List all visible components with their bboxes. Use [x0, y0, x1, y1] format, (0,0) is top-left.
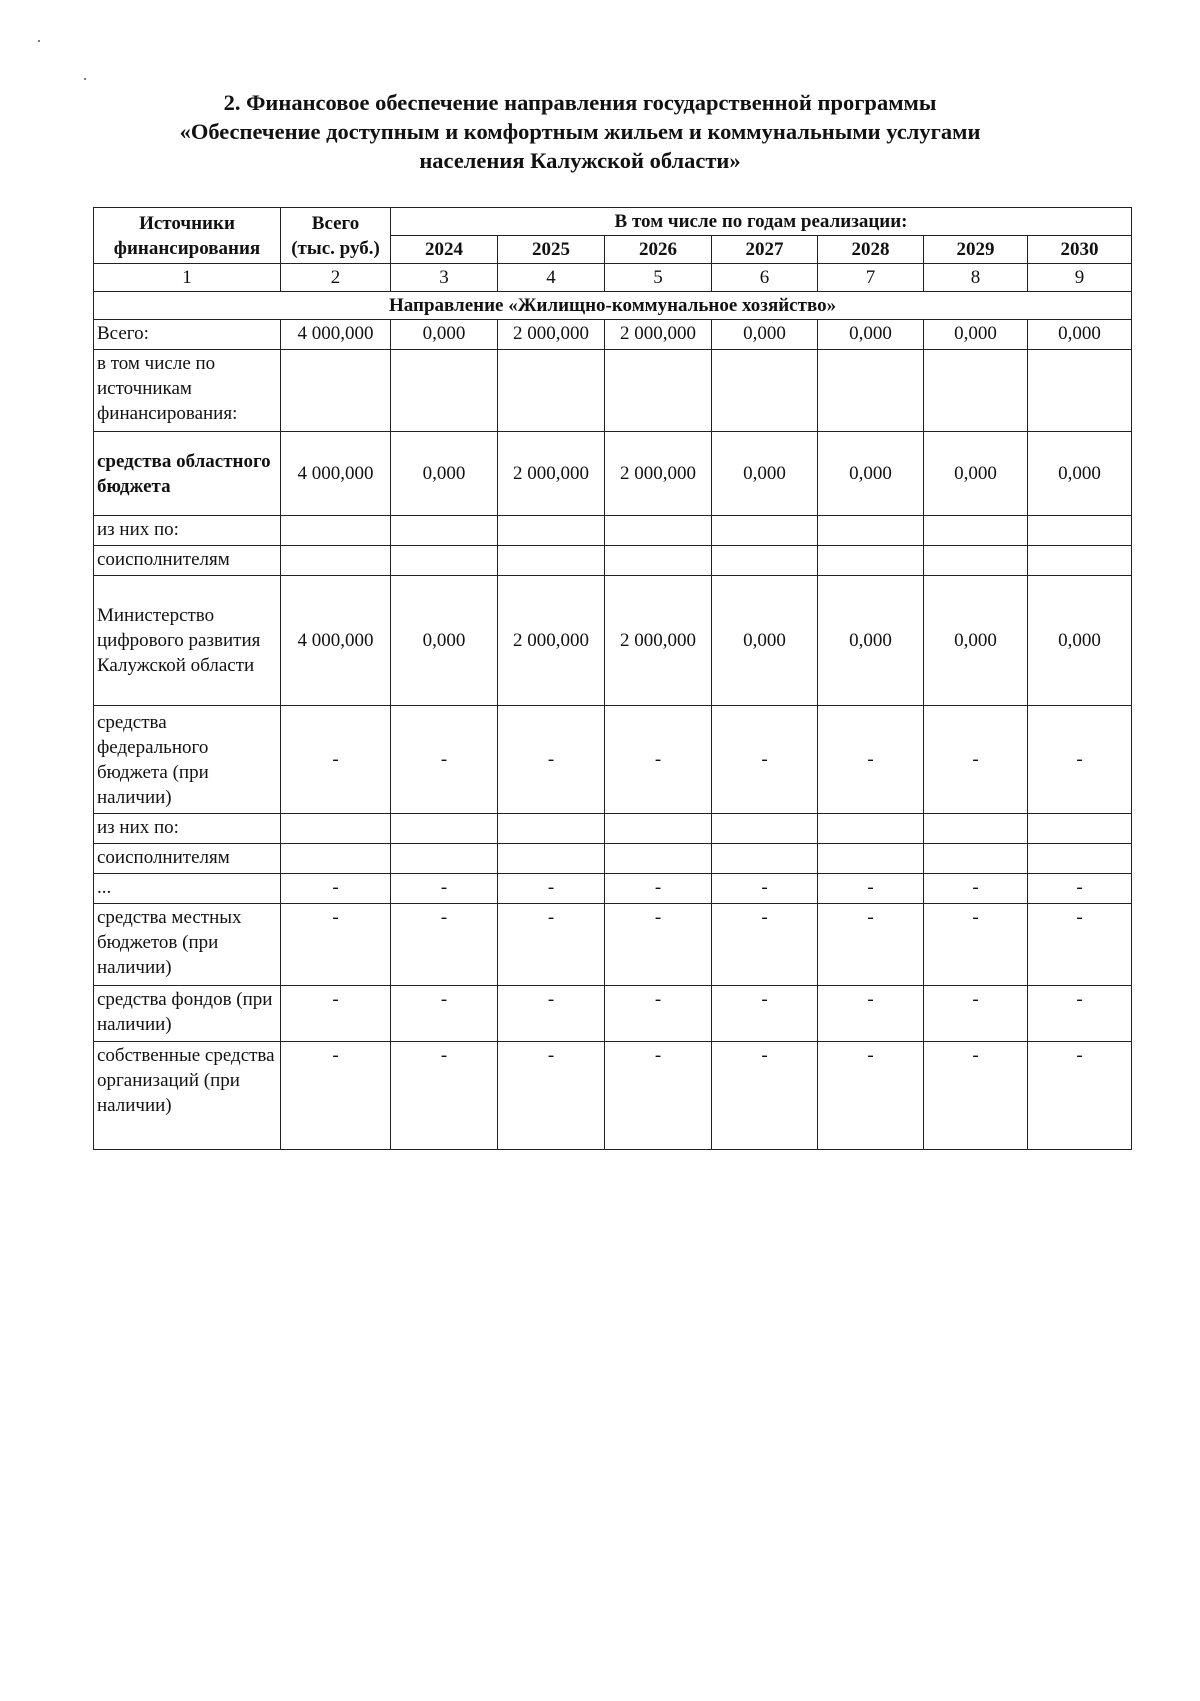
- row-total-value: [281, 516, 391, 546]
- row-year-value: [712, 546, 818, 576]
- row-year-value: -: [1028, 1042, 1132, 1150]
- section-row: [94, 292, 1132, 320]
- column-number: 2: [281, 264, 391, 292]
- row-year-value: [391, 516, 498, 546]
- row-year-value: -: [712, 874, 818, 904]
- row-year-value: 0,000: [1028, 320, 1132, 350]
- row-source-label: Министерство цифрового развития Калужской области: [94, 576, 281, 706]
- table-row: [94, 546, 1132, 576]
- row-year-value: [391, 350, 498, 432]
- row-year-value: -: [712, 706, 818, 814]
- header-year: 2028: [818, 236, 924, 264]
- row-year-value: -: [1028, 706, 1132, 814]
- row-total-value: [281, 814, 391, 844]
- row-year-value: 2 000,000: [498, 576, 605, 706]
- row-year-value: -: [498, 904, 605, 986]
- column-number: 9: [1028, 264, 1132, 292]
- row-year-value: [712, 516, 818, 546]
- row-source-label: из них по:: [94, 516, 281, 546]
- row-year-value: -: [1028, 874, 1132, 904]
- row-year-value: -: [818, 986, 924, 1042]
- row-year-value: [498, 844, 605, 874]
- row-year-value: [605, 546, 712, 576]
- row-source-label: в том числе по источникам финансирования:: [94, 350, 281, 432]
- table-row: [94, 874, 1132, 904]
- row-source-label: ...: [94, 874, 281, 904]
- header-year: 2024: [391, 236, 498, 264]
- section-title: Направление «Жилищно-коммунальное хозяйство»: [94, 292, 1132, 320]
- row-source-label: Всего:: [94, 320, 281, 350]
- row-year-value: [1028, 546, 1132, 576]
- row-year-value: 0,000: [924, 432, 1028, 516]
- row-year-value: [818, 814, 924, 844]
- row-year-value: [924, 814, 1028, 844]
- row-total-value: 4 000,000: [281, 432, 391, 516]
- row-year-value: [924, 844, 1028, 874]
- row-year-value: [818, 516, 924, 546]
- header-sources: [94, 208, 281, 264]
- financing-table-body: [94, 208, 1132, 1150]
- table-row: [94, 814, 1132, 844]
- row-year-value: -: [498, 1042, 605, 1150]
- header-row-1: [94, 208, 1132, 236]
- row-year-value: 2 000,000: [605, 432, 712, 516]
- table-row: [94, 350, 1132, 432]
- row-year-value: -: [498, 706, 605, 814]
- row-year-value: -: [818, 874, 924, 904]
- row-source-label: средства областного бюджета: [94, 432, 281, 516]
- row-year-value: [605, 516, 712, 546]
- title-line-3: населения Калужской области»: [419, 148, 741, 173]
- row-year-value: -: [391, 904, 498, 986]
- column-number: 1: [94, 264, 281, 292]
- row-source-label: средства местных бюджетов (при наличии): [94, 904, 281, 986]
- row-year-value: -: [712, 904, 818, 986]
- row-year-value: 0,000: [712, 432, 818, 516]
- row-year-value: -: [391, 874, 498, 904]
- row-year-value: -: [391, 1042, 498, 1150]
- row-total-value: -: [281, 904, 391, 986]
- header-year: 2030: [1028, 236, 1132, 264]
- column-number: 5: [605, 264, 712, 292]
- row-total-value: -: [281, 706, 391, 814]
- row-year-value: -: [1028, 904, 1132, 986]
- row-year-value: -: [712, 986, 818, 1042]
- row-year-value: [1028, 814, 1132, 844]
- row-year-value: 0,000: [818, 320, 924, 350]
- row-year-value: 0,000: [1028, 576, 1132, 706]
- header-total-line-2: (тыс. руб.): [291, 237, 380, 259]
- row-total-value: -: [281, 986, 391, 1042]
- row-total-value: [281, 350, 391, 432]
- table-row: [94, 904, 1132, 986]
- row-source-label: соисполнителям: [94, 844, 281, 874]
- row-year-value: -: [1028, 986, 1132, 1042]
- row-year-value: [498, 814, 605, 844]
- row-year-value: 0,000: [391, 320, 498, 350]
- header-year: 2026: [605, 236, 712, 264]
- row-year-value: [712, 844, 818, 874]
- row-year-value: 0,000: [712, 576, 818, 706]
- row-year-value: -: [818, 1042, 924, 1150]
- row-year-value: 0,000: [924, 576, 1028, 706]
- row-year-value: [818, 546, 924, 576]
- row-year-value: 2 000,000: [605, 320, 712, 350]
- row-total-value: 4 000,000: [281, 576, 391, 706]
- row-year-value: -: [924, 904, 1028, 986]
- header-year: 2029: [924, 236, 1028, 264]
- row-year-value: 2 000,000: [605, 576, 712, 706]
- row-year-value: 0,000: [924, 320, 1028, 350]
- column-number: 8: [924, 264, 1028, 292]
- header-sources-line-2: финансирования: [113, 237, 261, 259]
- row-year-value: -: [605, 706, 712, 814]
- row-year-value: [605, 350, 712, 432]
- row-year-value: -: [818, 904, 924, 986]
- row-year-value: [712, 814, 818, 844]
- row-year-value: 0,000: [818, 576, 924, 706]
- row-year-value: [924, 350, 1028, 432]
- header-total-line-1: Всего: [311, 212, 360, 234]
- row-year-value: -: [498, 874, 605, 904]
- row-year-value: [1028, 350, 1132, 432]
- header-years-caption: В том числе по годам реализации:: [391, 208, 1132, 236]
- table-row: [94, 986, 1132, 1042]
- row-year-value: -: [924, 1042, 1028, 1150]
- row-year-value: [498, 350, 605, 432]
- financing-table: [93, 207, 1132, 1150]
- row-year-value: [498, 546, 605, 576]
- row-year-value: -: [391, 986, 498, 1042]
- row-year-value: -: [605, 986, 712, 1042]
- page-title: [100, 88, 1060, 175]
- row-year-value: [391, 844, 498, 874]
- column-number: 6: [712, 264, 818, 292]
- row-year-value: [605, 814, 712, 844]
- row-year-value: -: [924, 706, 1028, 814]
- header-year: 2025: [498, 236, 605, 264]
- table-row: [94, 706, 1132, 814]
- header-sources-line-1: Источники: [139, 212, 235, 234]
- row-source-label: соисполнителям: [94, 546, 281, 576]
- row-source-label: из них по:: [94, 814, 281, 844]
- row-year-value: [391, 814, 498, 844]
- row-year-value: -: [924, 986, 1028, 1042]
- row-total-value: -: [281, 1042, 391, 1150]
- table-row: [94, 576, 1132, 706]
- row-year-value: [605, 844, 712, 874]
- column-number: 7: [818, 264, 924, 292]
- header-total: [281, 208, 391, 264]
- row-year-value: 0,000: [391, 432, 498, 516]
- title-line-1: 2. Финансовое обеспечение направления государственной программы: [223, 90, 937, 115]
- row-year-value: 0,000: [1028, 432, 1132, 516]
- row-year-value: [924, 516, 1028, 546]
- column-number: 4: [498, 264, 605, 292]
- row-year-value: 0,000: [391, 576, 498, 706]
- row-total-value: -: [281, 874, 391, 904]
- row-source-label: средства фондов (при наличии): [94, 986, 281, 1042]
- table-row: [94, 432, 1132, 516]
- table-row: [94, 844, 1132, 874]
- row-source-label: средства федерального бюджета (при наличии): [94, 706, 281, 814]
- row-source-label: собственные средства организаций (при наличии): [94, 1042, 281, 1150]
- header-year: 2027: [712, 236, 818, 264]
- table-row: [94, 516, 1132, 546]
- row-year-value: [1028, 516, 1132, 546]
- row-year-value: -: [498, 986, 605, 1042]
- row-year-value: 0,000: [818, 432, 924, 516]
- row-year-value: -: [712, 1042, 818, 1150]
- title-line-2: «Обеспечение доступным и комфортным жильем и коммунальными услугами: [179, 119, 981, 144]
- row-year-value: [498, 516, 605, 546]
- row-year-value: -: [605, 874, 712, 904]
- row-year-value: [1028, 844, 1132, 874]
- row-year-value: 2 000,000: [498, 432, 605, 516]
- table-row: [94, 320, 1132, 350]
- row-year-value: -: [924, 874, 1028, 904]
- row-year-value: 2 000,000: [498, 320, 605, 350]
- row-year-value: [712, 350, 818, 432]
- row-year-value: 0,000: [712, 320, 818, 350]
- row-year-value: -: [605, 904, 712, 986]
- row-year-value: [818, 350, 924, 432]
- row-year-value: [924, 546, 1028, 576]
- row-total-value: [281, 546, 391, 576]
- row-year-value: [391, 546, 498, 576]
- table-row: [94, 1042, 1132, 1150]
- row-total-value: 4 000,000: [281, 320, 391, 350]
- row-year-value: -: [818, 706, 924, 814]
- column-numbers-row: [94, 264, 1132, 292]
- row-year-value: -: [605, 1042, 712, 1150]
- row-year-value: -: [391, 706, 498, 814]
- row-year-value: [818, 844, 924, 874]
- row-total-value: [281, 844, 391, 874]
- column-number: 3: [391, 264, 498, 292]
